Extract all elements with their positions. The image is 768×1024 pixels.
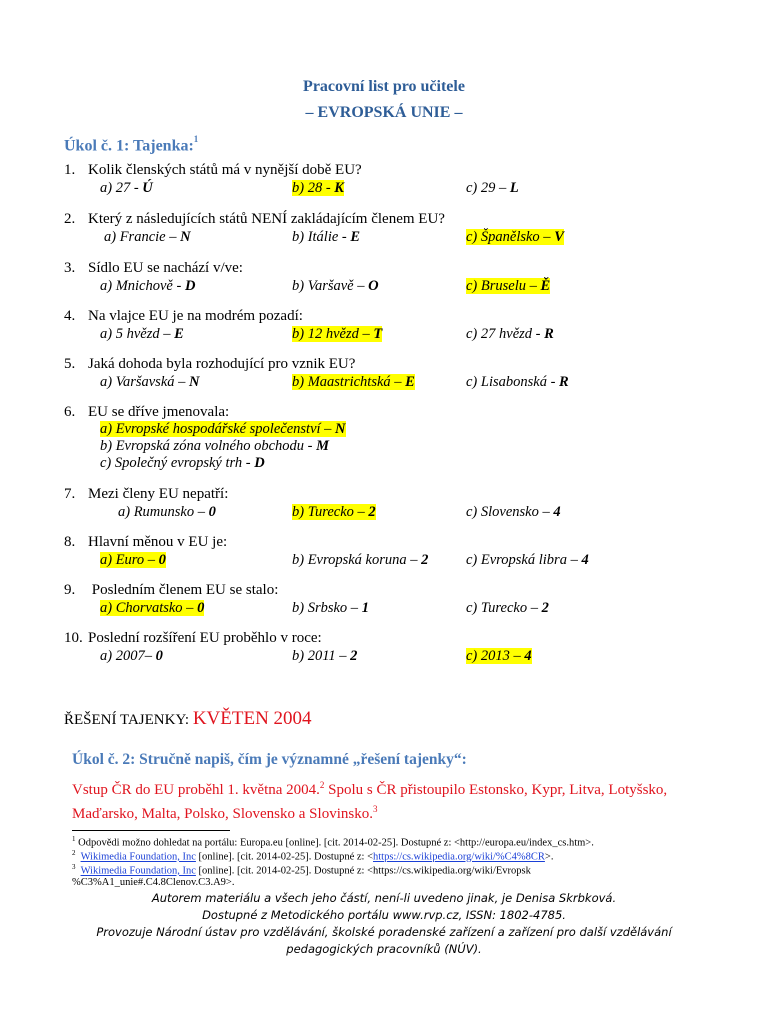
answer-letter: 2	[368, 504, 376, 520]
answer-text: c) Lisabonská -	[466, 374, 560, 390]
answer-text: c) Společný evropský trh -	[100, 455, 255, 471]
answer-text-wrap	[100, 648, 163, 664]
answer-letter: E	[174, 326, 184, 342]
footer-operator: Provozuje Národní ústav pro vzdělávání, školské poradenské zařízení a zařízení pro další vzdělávání	[96, 925, 672, 939]
answer-option	[292, 374, 415, 391]
answer-option	[104, 229, 191, 246]
correct-answer-highlight	[292, 504, 376, 520]
answer-text: a) Evropské hospodářské společenství –	[100, 421, 336, 437]
question-5	[64, 356, 355, 373]
question-1	[64, 162, 362, 179]
answer-letter: 0	[208, 504, 216, 520]
answer-text: c) Slovensko –	[466, 504, 554, 520]
answer-text: b) Varšavě –	[292, 278, 369, 294]
answer-text-wrap	[292, 278, 379, 294]
answer-text: c) 2013 –	[466, 648, 525, 664]
question-text: Mezi členy EU nepatří:	[88, 486, 229, 502]
question-text: Který z následujících států NENÍ zakládajícím členem EU?	[88, 211, 445, 227]
correct-answer-highlight	[466, 648, 532, 664]
answer-text-wrap	[100, 374, 200, 390]
answer-text-wrap	[100, 278, 195, 294]
footnote-3	[72, 863, 531, 877]
question-text: Posledním členem EU se stalo:	[88, 582, 279, 598]
answer-option	[100, 374, 200, 391]
question-text: Na vlajce EU je na modrém pozadí:	[88, 308, 303, 324]
footer-source: Dostupné z Metodického portálu www.rvp.cz, ISSN: 1802-4785.	[202, 908, 566, 922]
answer-text: b) Evropská koruna –	[292, 552, 422, 568]
answer-option	[466, 552, 589, 569]
correct-answer-highlight	[466, 278, 550, 294]
answer-letter: V	[554, 229, 564, 245]
answer-option	[466, 648, 532, 665]
question-number: 7.	[64, 486, 76, 502]
footnote-2	[72, 849, 553, 863]
answer-text: c) 27 hvězd -	[466, 326, 545, 342]
answer-text: a) 5 hvězd –	[100, 326, 175, 342]
answer-text: a) Francie –	[104, 229, 181, 245]
footnote-text: Odpovědi možno dohledat na portálu: Europa.eu [online]. [cit. 2014-02-25]. Dostupné z: <http://europa.eu/index_cs.htm>.	[75, 837, 594, 849]
question-text: Kolik členských států má v nynější době EU?	[88, 162, 362, 178]
footnote-url-link[interactable]: https://cs.wikipedia.org/wiki/%C4%8CR	[373, 851, 545, 863]
task2-answer-line2	[72, 804, 377, 823]
answer-letter: D	[254, 455, 265, 471]
answer-letter: N	[180, 229, 191, 245]
result-row	[64, 708, 312, 730]
answer-text: b) 2011 –	[292, 648, 351, 664]
question-3	[64, 260, 243, 277]
question-8	[64, 534, 227, 551]
question-number: 4.	[64, 308, 76, 324]
answer-letter: 4	[581, 552, 589, 568]
answer-text: a) Euro –	[100, 552, 159, 568]
answer-letter: R	[559, 374, 569, 390]
answer-letter: T	[373, 326, 383, 342]
correct-answer-highlight	[292, 326, 382, 342]
answer-letter: Ě	[540, 278, 551, 294]
answer-option	[100, 552, 166, 569]
question-text: EU se dříve jmenovala:	[88, 404, 230, 420]
correct-answer-highlight	[100, 552, 166, 568]
answer-letter: 0	[158, 552, 166, 568]
answer-text: b) 12 hvězd –	[292, 326, 374, 342]
answer-text: c) Evropská libra –	[466, 552, 582, 568]
answer-text: Maďarsko, Malta, Polsko, Slovensko a Slovinsko.	[72, 806, 373, 822]
task2-heading: Úkol č. 2: Stručně napiš, čím je významné „řešení tajenky“:	[72, 751, 467, 768]
footnote-ref: 1	[193, 134, 199, 144]
answer-letter: 2	[350, 648, 358, 664]
answer-text: a) 27 -	[100, 180, 143, 196]
answer-text-wrap	[100, 438, 329, 454]
answer-option	[466, 278, 550, 295]
answer-letter: N	[189, 374, 200, 390]
answer-option	[292, 504, 376, 521]
footnote-1	[72, 835, 594, 849]
answer-text: b) Srbsko –	[292, 600, 362, 616]
answer-option	[100, 421, 346, 438]
question-number: 6.	[64, 404, 76, 420]
question-text: Hlavní měnou v EU je:	[88, 534, 228, 550]
answer-option	[292, 552, 428, 569]
answer-letter: 1	[361, 600, 369, 616]
footnote-text: [online]. [cit. 2014-02-25]. Dostupné z: <	[195, 851, 374, 863]
answer-letter: Ú	[142, 180, 153, 196]
question-4	[64, 308, 303, 325]
answer-text-wrap	[292, 600, 369, 616]
answer-option	[100, 326, 184, 343]
answer-text-wrap	[466, 374, 569, 390]
answer-text: a) Rumunsko –	[118, 504, 209, 520]
answer-text: a) Chorvatsko –	[100, 600, 198, 616]
result-label: ŘEŠENÍ TAJENKY:	[64, 712, 193, 728]
answer-letter: M	[316, 438, 330, 454]
footnote-link[interactable]: Wikimedia Foundation, Inc	[80, 865, 196, 877]
answer-option	[100, 180, 153, 197]
question-number: 10.	[64, 630, 83, 646]
answer-text: Spolu s ČR přistoupilo Estonsko, Kypr, Litva, Lotyšsko,	[324, 782, 668, 798]
footnote-number: 1	[72, 835, 76, 843]
question-number: 2.	[64, 211, 76, 227]
answer-text-wrap	[118, 504, 216, 520]
question-6	[64, 404, 229, 421]
answer-text: c) Španělsko –	[466, 229, 555, 245]
answer-text-wrap	[466, 180, 519, 196]
answer-letter: E	[350, 229, 361, 245]
question-7	[64, 486, 228, 503]
answer-option	[466, 180, 519, 197]
footnote-separator	[72, 830, 230, 831]
footer-author: Autorem materiálu a všech jeho částí, není-li uvedeno jinak, je Denisa Skrbková.	[151, 891, 617, 905]
answer-option	[100, 600, 204, 617]
answer-text-wrap	[466, 504, 561, 520]
footnote-number: 3	[72, 863, 76, 871]
answer-option	[466, 504, 561, 521]
page-title: Pracovní list pro učitele	[303, 78, 465, 95]
answer-option	[292, 326, 382, 343]
answer-option	[466, 600, 549, 617]
answer-option	[100, 278, 195, 295]
answer-text-wrap	[100, 180, 153, 196]
answer-text: Vstup ČR do EU proběhl 1. května 2004.	[72, 782, 320, 798]
answer-option	[466, 374, 569, 391]
answer-text: b) Maastrichtská –	[292, 374, 406, 390]
answer-letter: 4	[524, 648, 532, 664]
correct-answer-highlight	[100, 600, 204, 616]
answer-letter: E	[405, 374, 415, 390]
footnote-text: [online]. [cit. 2014-02-25]. Dostupné z: <https://cs.wikipedia.org/wiki/Evropsk	[195, 865, 531, 877]
answer-option	[292, 600, 369, 617]
footer-operator-cont: pedagogických pracovníků (NÚV).	[286, 942, 482, 956]
answer-text: c) Bruselu –	[466, 278, 541, 294]
footnote-number: 2	[72, 849, 76, 857]
answer-text: c) Turecko –	[466, 600, 542, 616]
answer-letter: O	[368, 278, 379, 294]
correct-answer-highlight	[292, 374, 415, 390]
answer-option	[292, 180, 344, 197]
question-text: Sídlo EU se nachází v/ve:	[88, 260, 243, 276]
footnote-text: >.	[544, 851, 554, 863]
answer-text: a) 2007–	[100, 648, 156, 664]
answer-option	[118, 504, 216, 521]
footnote-ref: 2	[319, 780, 325, 790]
task1-heading	[64, 136, 198, 155]
correct-answer-highlight	[100, 421, 346, 437]
question-10	[64, 630, 322, 647]
correct-answer-highlight	[466, 229, 564, 245]
answer-text-wrap	[466, 552, 589, 568]
question-9	[64, 582, 278, 599]
answer-text: b) Evropská zóna volného obchodu -	[100, 438, 317, 454]
answer-text-wrap	[466, 326, 554, 342]
answer-text-wrap	[100, 326, 184, 342]
question-number: 5.	[64, 356, 76, 372]
answer-text: c) 29 –	[466, 180, 510, 196]
answer-option	[292, 648, 357, 665]
answer-text-wrap	[292, 552, 428, 568]
answer-text: b) Turecko –	[292, 504, 369, 520]
answer-text: b) Itálie -	[292, 229, 351, 245]
answer-text-wrap	[292, 648, 357, 664]
answer-letter: D	[184, 278, 196, 294]
footnote-link[interactable]: Wikimedia Foundation, Inc	[80, 851, 196, 863]
question-number: 8.	[64, 534, 76, 550]
task2-answer-line1	[72, 780, 667, 799]
question-text: Poslední rozšíření EU proběhlo v roce:	[88, 630, 322, 646]
task1-label: Úkol č. 1: Tajenka:	[64, 137, 194, 155]
answer-option	[100, 455, 265, 472]
correct-answer-highlight	[292, 180, 344, 196]
question-2	[64, 211, 445, 228]
answer-text: b) 28 -	[292, 180, 335, 196]
answer-option	[100, 438, 329, 455]
footnote-3-continued: %C3%A1_unie#.C4.8Clenov.C3.A9>.	[72, 877, 235, 888]
footnote-ref: 3	[372, 804, 378, 814]
question-number: 1.	[64, 162, 76, 178]
answer-letter: R	[544, 326, 554, 342]
answer-letter: K	[334, 180, 344, 196]
answer-text: a) Mnichově -	[100, 278, 185, 294]
answer-text-wrap	[292, 229, 360, 245]
answer-letter: 2	[421, 552, 429, 568]
answer-text-wrap	[466, 600, 549, 616]
answer-letter: 2	[541, 600, 549, 616]
answer-option	[466, 326, 554, 343]
answer-option	[100, 648, 163, 665]
answer-letter: 4	[553, 504, 561, 520]
result-value: KVĚTEN 2004	[192, 708, 312, 729]
answer-option	[466, 229, 564, 246]
question-number: 9.	[64, 582, 76, 598]
answer-text-wrap	[104, 229, 191, 245]
answer-letter: 0	[197, 600, 205, 616]
answer-letter: 0	[155, 648, 163, 664]
answer-text: a) Varšavská –	[100, 374, 190, 390]
question-text: Jaká dohoda byla rozhodující pro vznik EU?	[88, 356, 356, 372]
question-number: 3.	[64, 260, 76, 276]
answer-option	[292, 278, 379, 295]
answer-letter: N	[335, 421, 346, 437]
answer-letter: L	[509, 180, 519, 196]
answer-text-wrap	[100, 455, 265, 471]
page-subtitle: – EVROPSKÁ UNIE –	[305, 104, 463, 121]
answer-option	[292, 229, 360, 246]
